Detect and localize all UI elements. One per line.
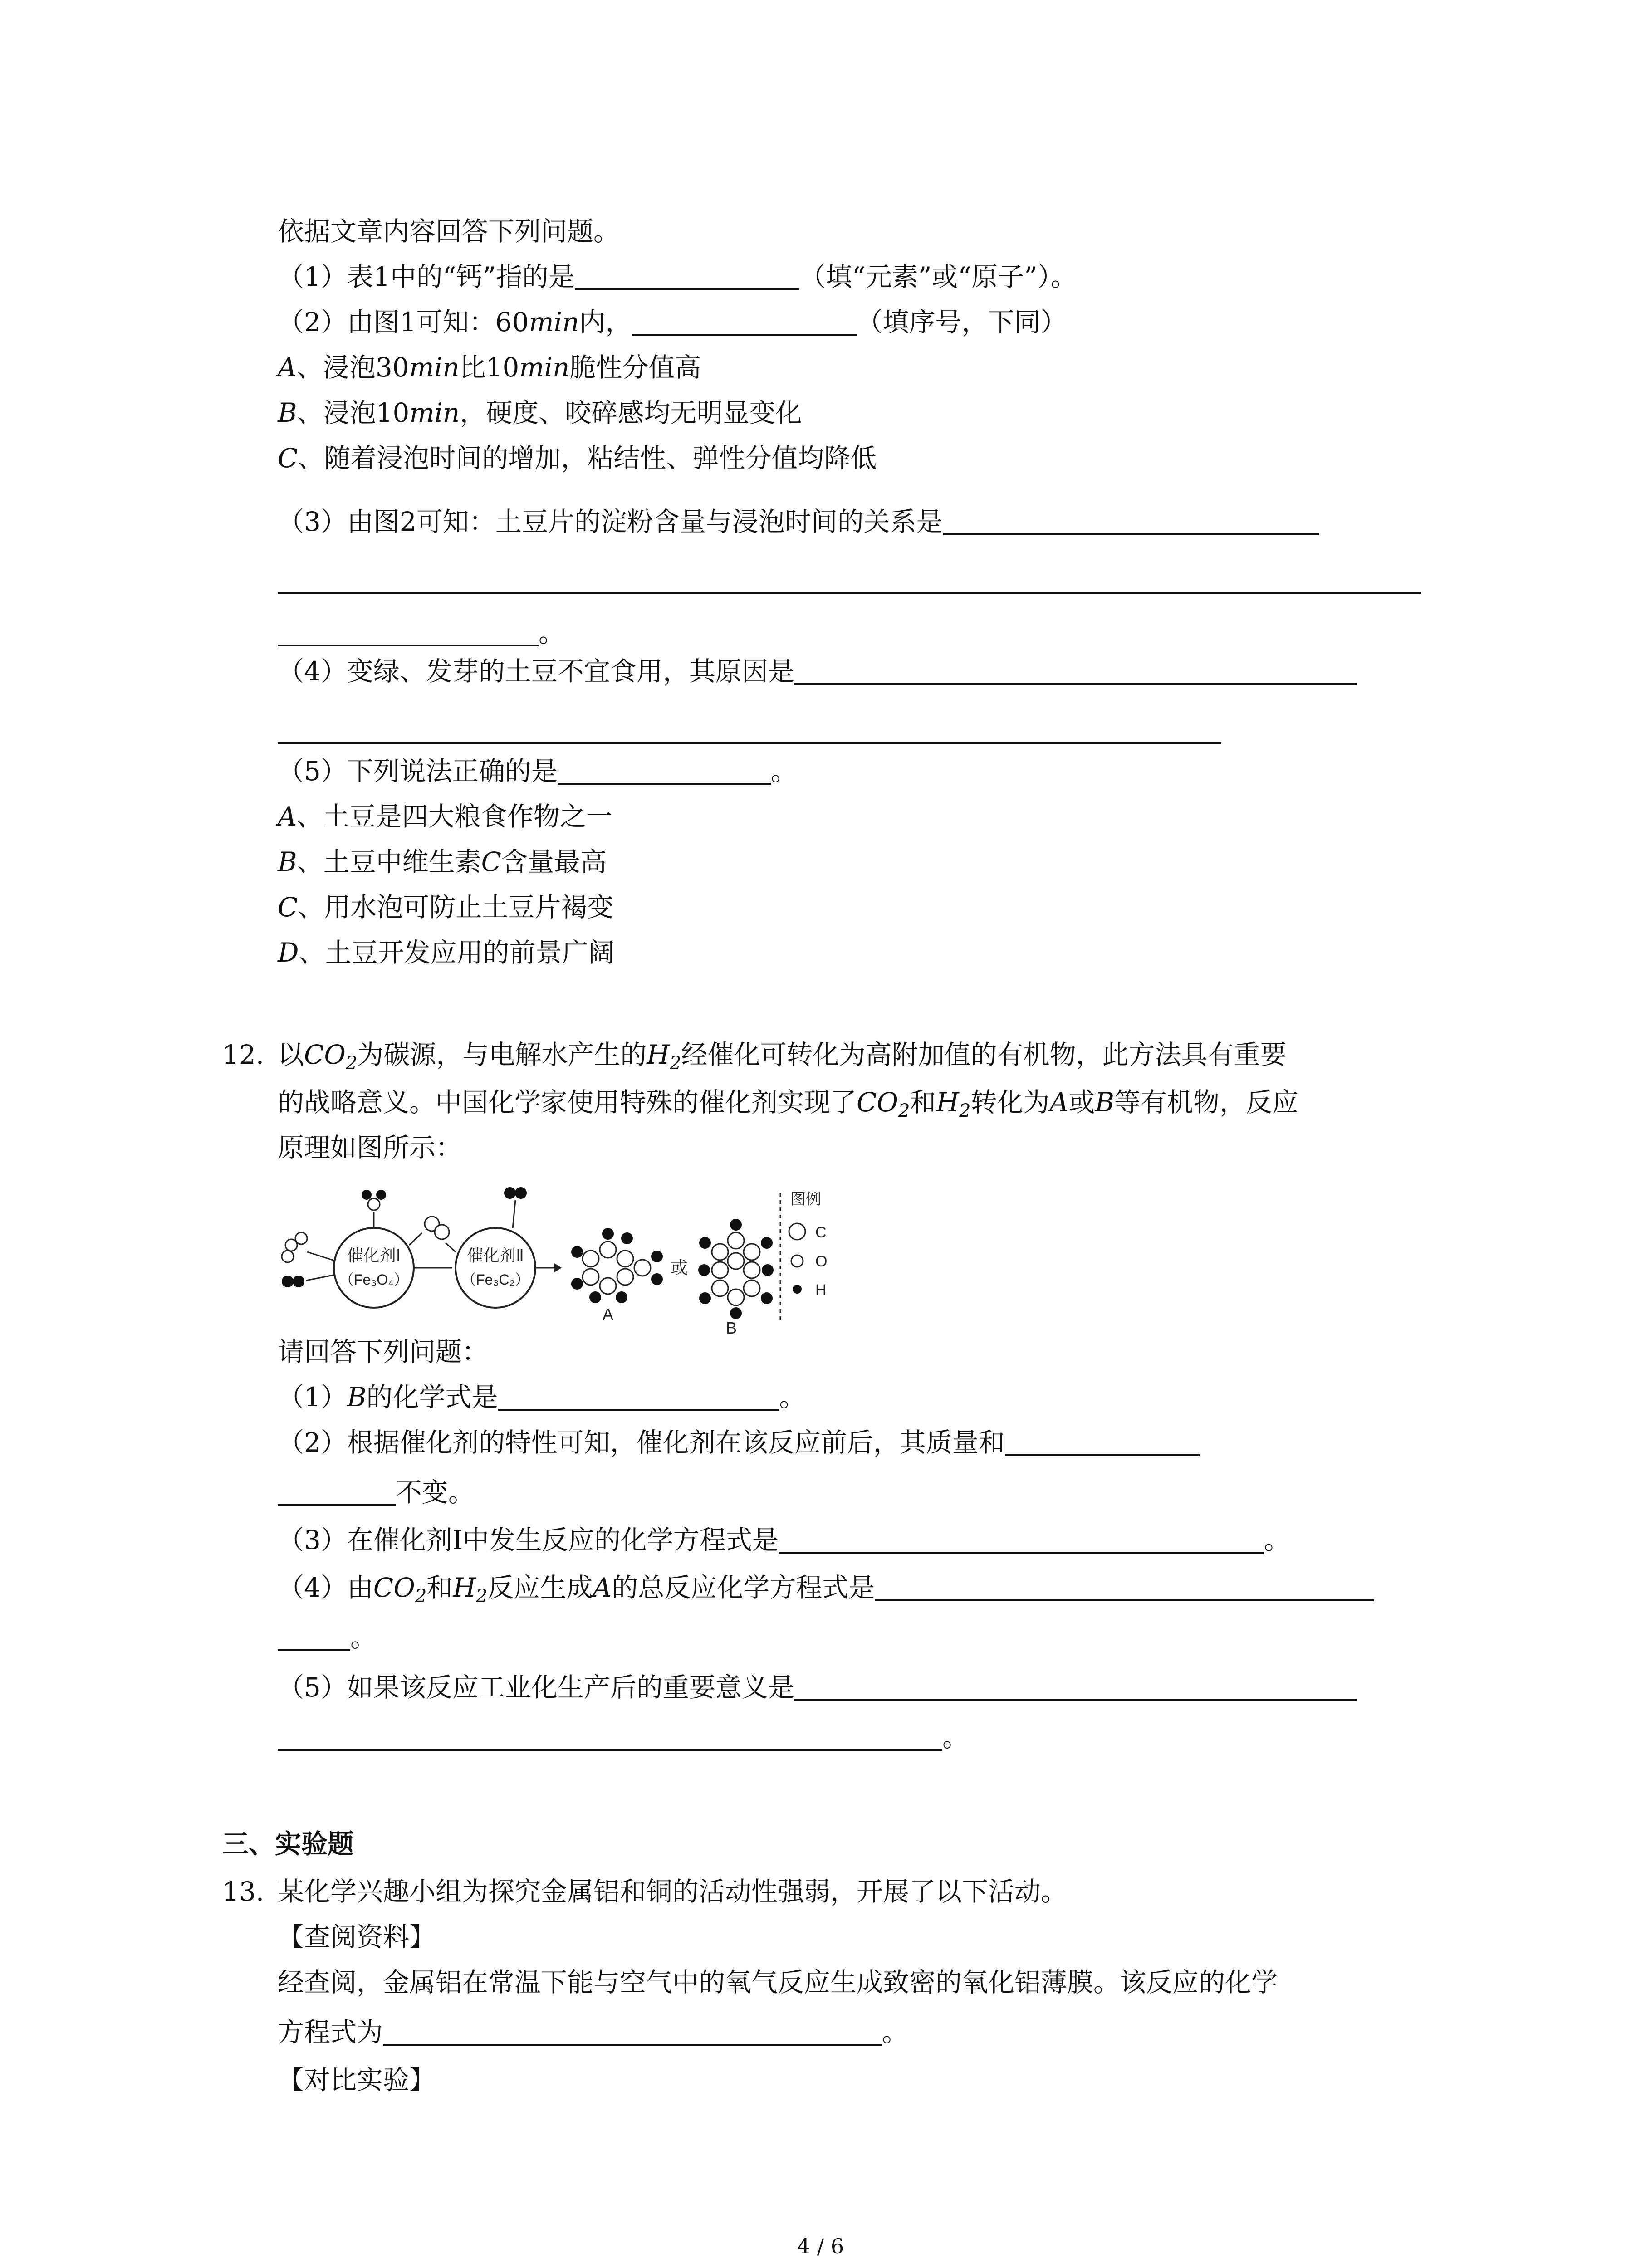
answer-blank[interactable] [875,1572,1374,1601]
answer-blank[interactable] [779,1525,1264,1554]
q12-line2 [278,1084,1298,1129]
answer-blank[interactable] [278,1622,350,1651]
period: 。 [539,617,565,648]
legend-o: O [815,1253,828,1270]
q11-part4 [278,653,1357,689]
subscript: 2 [475,1586,488,1607]
q11-part5 [278,753,797,789]
option-text: 脆性分值高 [569,352,701,383]
option-text: 、土豆开发应用的前景广阔 [299,937,615,968]
q13-line1: 某化学兴趣小组为探究金属铝和铜的活动性强弱，开展了以下活动。 [278,1876,1068,1907]
molecule-a-icon [571,1228,663,1303]
option-letter: B [278,846,297,877]
formula-h: H [647,1039,670,1070]
legend-oxygen-icon [791,1255,803,1267]
option-letter: C [278,892,298,923]
answer-blank[interactable] [794,1672,1357,1701]
formula-h: H [453,1572,476,1603]
substance-b: B [347,1382,367,1413]
answer-blank[interactable] [794,656,1357,685]
option-a [278,349,701,386]
vitamin-c: C [481,846,502,877]
option-letter: A [278,801,297,832]
q12-line1 [278,1036,1286,1081]
unit-min: min [409,352,460,383]
subscript: 2 [670,1053,681,1074]
subscript: 2 [345,1053,358,1074]
or-text: 或 [670,1259,688,1278]
period: 。 [779,1382,806,1413]
q12-part4 [278,1569,1374,1614]
period: 。 [350,1622,377,1653]
text: 为碳源，与电解水产生的 [357,1039,647,1070]
legend-h: H [815,1281,827,1299]
answer-line[interactable] [278,592,1421,594]
option5-a [278,798,612,835]
q11-part3-cont [278,615,565,651]
answer-blank[interactable] [575,261,799,290]
label-b: B [725,1319,737,1337]
answer-blank[interactable] [383,2017,882,2046]
legend-c: C [815,1224,827,1241]
answer-line[interactable] [278,742,1221,744]
option5-d [278,934,615,971]
q11-p1-text: （1）表1中的“钙”指的是 [278,261,575,292]
option5-b [278,844,607,880]
text: 转化为 [970,1087,1050,1118]
q11-p2-hint: （填序号，下同） [856,307,1067,337]
answer-blank[interactable] [632,307,857,336]
answer-blank[interactable] [1005,1427,1200,1456]
question-number: 12. [222,1039,265,1070]
substance-b: B [1095,1087,1115,1118]
subscript: 2 [898,1100,910,1121]
legend-title: 图例 [790,1191,821,1208]
catalyst-1-label: 催化剂Ⅰ [347,1246,401,1265]
option-letter: A [278,352,297,383]
text: （1） [278,1382,347,1413]
substance-a: A [1049,1087,1069,1118]
answer-blank[interactable] [278,617,539,646]
water-molecule-icon [368,1198,380,1210]
q11-p3-text: （3）由图2可知：土豆片的淀粉含量与浸泡时间的关系是 [278,506,943,537]
option5-c [278,889,613,925]
option-text: 、用水泡可防止土豆片褐变 [298,892,614,923]
option-text: ，硬度、咬碎感均无明显变化 [460,397,802,428]
text: 和 [910,1087,936,1118]
q11-part2 [278,304,1067,340]
answer-blank[interactable] [498,1382,779,1411]
option-text: 、土豆是四大粮食作物之一 [296,801,612,832]
q12-p2-cont: 不变。 [396,1477,475,1508]
text: 和 [426,1572,453,1603]
section-heading: 三、实验题 [222,1828,354,1859]
q12-line3: 原理如图所示： [278,1132,462,1163]
h2-molecule-icon [282,1276,304,1287]
formula-h: H [936,1087,960,1118]
text: 的总反应化学方程式是 [612,1572,875,1603]
q12-part2 [278,1424,1200,1461]
q12-p2-text: （2）根据催化剂的特性可知，催化剂在该反应前后，其质量和 [278,1427,1005,1458]
q12-part5 [278,1669,1357,1706]
label-a: A [602,1305,614,1324]
catalyst-1-formula: （Fe₃O₄） [339,1271,409,1288]
answer-blank[interactable] [558,756,771,785]
text: 的化学式是 [366,1382,498,1413]
formula-co: CO [304,1039,346,1070]
period: 。 [770,756,797,787]
formula-co: CO [857,1087,898,1118]
q12-p3-text: （3）在催化剂Ⅰ中发生反应的化学方程式是 [278,1525,779,1555]
q12-part4-cont [278,1619,377,1656]
q12-part5-cont [278,1719,969,1755]
catalyst-2-label: 催化剂Ⅱ [467,1246,524,1265]
q13-l3-text: 方程式为 [278,2017,383,2048]
q13-line2: 经查阅，金属铝在常温下能与空气中的氧气反应生成致密的氧化铝薄膜。该反应的化学 [278,1967,1278,1998]
q11-p2-text: （2）由图1可知：60 [278,307,529,337]
q11-part1 [278,259,1077,295]
q11-p1-hint: （填“元素”或“原子”）。 [799,261,1077,292]
subscript: 2 [959,1100,971,1121]
unit-min: min [519,352,570,383]
q12-part2-cont [278,1474,475,1510]
q11-p2-mid: 内， [579,307,632,337]
q13-heading-experiment: 【对比实验】 [278,2064,436,2095]
text: 等有机物，反应 [1114,1087,1299,1118]
unit-min: min [529,307,579,337]
option-text: 、随着浸泡时间的增加，粘结性、弹性分值均降低 [298,443,877,474]
period: 。 [882,2017,909,2048]
h2-molecule-icon [504,1187,516,1199]
period: 。 [942,1722,969,1753]
period: 。 [1264,1525,1290,1555]
unit-min: min [409,397,460,428]
option-letter: C [278,443,298,474]
q11-p5-text: （5）下列说法正确的是 [278,756,558,787]
q12-ask: 请回答下列问题： [278,1336,489,1367]
option-text: 含量最高 [501,846,607,877]
text: 或 [1068,1087,1095,1118]
legend-carbon-icon [789,1223,805,1240]
q13-heading-reference: 【查阅资料】 [278,1921,436,1952]
catalyst-2-formula: （Fe₃C₂） [461,1271,529,1288]
text: 经催化可转化为高附加值的有机物，此方法具有重要 [681,1039,1287,1070]
option-text: 、浸泡10 [297,397,410,428]
option-b [278,395,802,431]
question-number: 13. [222,1876,265,1907]
option-text: 、浸泡30 [296,352,409,383]
option-text: 、土豆中维生素 [297,846,481,877]
answer-blank[interactable] [943,506,1319,535]
text: （4）由 [278,1572,373,1603]
text: 以 [278,1039,304,1070]
answer-blank[interactable] [278,1477,396,1506]
option-c [278,440,877,476]
q12-part3 [278,1522,1290,1558]
page-number: 4 / 6 [797,2234,844,2258]
q12-part1 [278,1379,806,1415]
option-letter: D [278,937,299,968]
formula-co: CO [373,1572,415,1603]
option-letter: B [278,397,297,428]
q11-part3 [278,503,1319,540]
subscript: 2 [415,1586,427,1607]
legend-hydrogen-icon [793,1285,802,1294]
catalyst-1-circle-icon [334,1228,414,1308]
catalyst-2-circle-icon [456,1228,535,1308]
option-text: 比10 [459,352,519,383]
q12-p5-text: （5）如果该反应工业化生产后的重要意义是 [278,1672,794,1703]
q13-line3 [278,2014,908,2050]
substance-a: A [593,1572,612,1603]
intro-line: 依据文章内容回答下列问题。 [278,216,620,247]
answer-blank[interactable] [278,1722,942,1751]
co2-molecule-icon [282,1232,307,1262]
text: 的战略意义。中国化学家使用特殊的催化剂实现了 [278,1087,857,1118]
text: 反应生成 [487,1572,593,1603]
molecule-b-icon [698,1219,774,1319]
q11-p4-text: （4）变绿、发芽的土豆不宜食用，其原因是 [278,656,794,687]
reaction-diagram [278,1184,858,1338]
